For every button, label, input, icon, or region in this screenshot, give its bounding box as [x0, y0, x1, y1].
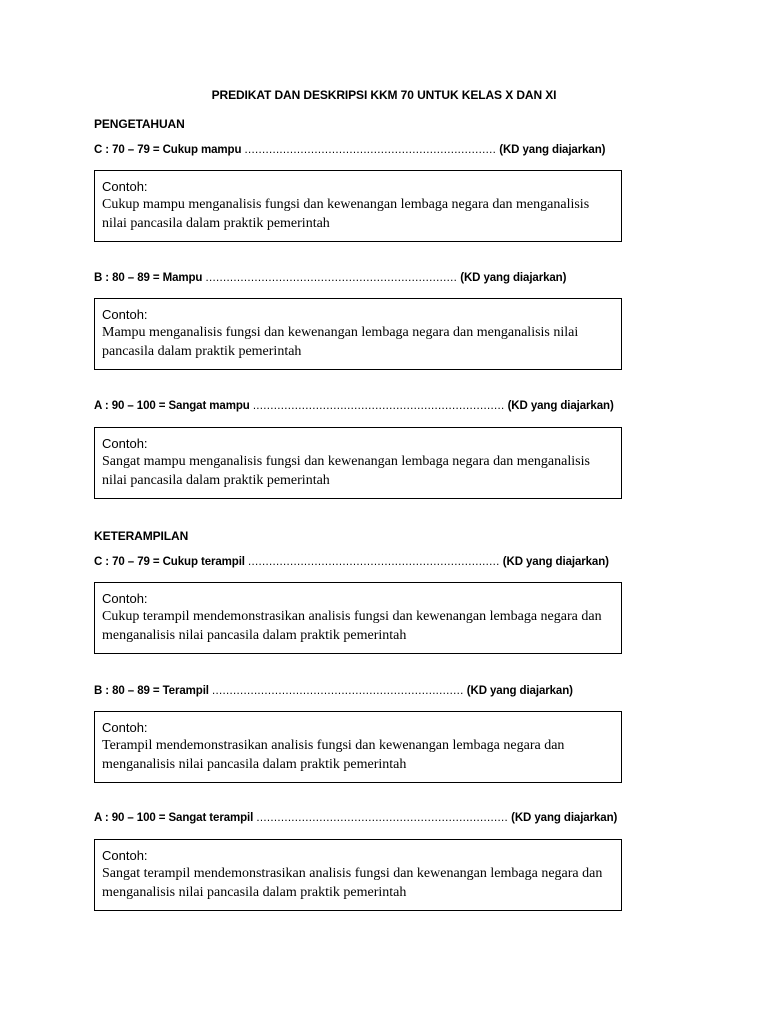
grade-line-keterampilan-c	[94, 556, 609, 568]
grade-line-pengetahuan-b	[94, 272, 566, 284]
example-box-keterampilan-b	[94, 711, 622, 783]
dot-leader: ........................................................................	[248, 556, 500, 568]
kd-note: (KD yang diajarkan)	[511, 812, 618, 824]
kd-note: (KD yang diajarkan)	[466, 685, 573, 697]
example-label: Contoh:	[102, 848, 148, 863]
grade-label: A : 90 – 100 = Sangat mampu	[94, 400, 250, 412]
example-label: Contoh:	[102, 720, 148, 735]
dot-leader: ........................................................................	[244, 144, 497, 156]
kd-note: (KD yang diajarkan)	[460, 272, 567, 284]
example-text: Sangat terampil mendemonstrasikan analisis fungsi dan kewenangan lembaga negara dan menganalisis nilai pancasila dalam praktik pemerintah	[102, 866, 603, 900]
example-text: Sangat mampu menganalisis fungsi dan kewenangan lembaga negara dan menganalisis nilai pancasila dalam praktik pemerintah	[102, 454, 590, 488]
grade-line-keterampilan-b	[94, 685, 573, 697]
grade-label: C : 70 – 79 = Cukup mampu	[94, 144, 242, 156]
section-heading-keterampilan: KETERAMPILAN	[94, 529, 189, 543]
example-text: Terampil mendemonstrasikan analisis fungsi dan kewenangan lembaga negara dan menganalisis nilai pancasila dalam praktik pemerintah	[102, 738, 565, 772]
document-title: PREDIKAT DAN DESKRIPSI KKM 70 UNTUK KELAS X DAN XI	[211, 88, 557, 102]
example-text: Mampu menganalisis fungsi dan kewenangan lembaga negara dan menganalisis nilai pancasila dalam praktik pemerintah	[102, 325, 579, 359]
dot-leader: ........................................................................	[205, 272, 458, 284]
example-box-keterampilan-a	[94, 839, 622, 911]
grade-line-pengetahuan-a	[94, 400, 614, 412]
example-label: Contoh:	[102, 591, 148, 606]
example-box-pengetahuan-a	[94, 427, 622, 499]
kd-note: (KD yang diajarkan)	[499, 144, 606, 156]
grade-label: B : 80 – 89 = Mampu	[94, 272, 203, 284]
dot-leader: ........................................................................	[256, 812, 509, 824]
dot-leader: ........................................................................	[252, 400, 505, 412]
example-text: Cukup terampil mendemonstrasikan analisis fungsi dan kewenangan lembaga negara dan menganalisis nilai pancasila dalam praktik pemerintah	[102, 609, 602, 643]
grade-label: A : 90 – 100 = Sangat terampil	[94, 812, 254, 824]
dot-leader: ........................................................................	[212, 685, 464, 697]
example-label: Contoh:	[102, 307, 148, 322]
example-box-keterampilan-c	[94, 582, 622, 654]
example-box-pengetahuan-c	[94, 170, 622, 242]
grade-label: B : 80 – 89 = Terampil	[94, 685, 209, 697]
example-box-pengetahuan-b	[94, 298, 622, 370]
grade-label: C : 70 – 79 = Cukup terampil	[94, 556, 245, 568]
grade-line-keterampilan-a	[94, 812, 617, 824]
grade-line-pengetahuan-c	[94, 144, 605, 156]
kd-note: (KD yang diajarkan)	[502, 556, 609, 568]
section-heading-pengetahuan: PENGETAHUAN	[94, 117, 185, 131]
example-label: Contoh:	[102, 436, 148, 451]
example-label: Contoh:	[102, 179, 148, 194]
kd-note: (KD yang diajarkan)	[507, 400, 614, 412]
example-text: Cukup mampu menganalisis fungsi dan kewenangan lembaga negara dan menganalisis nilai pancasila dalam praktik pemerintah	[102, 197, 590, 231]
